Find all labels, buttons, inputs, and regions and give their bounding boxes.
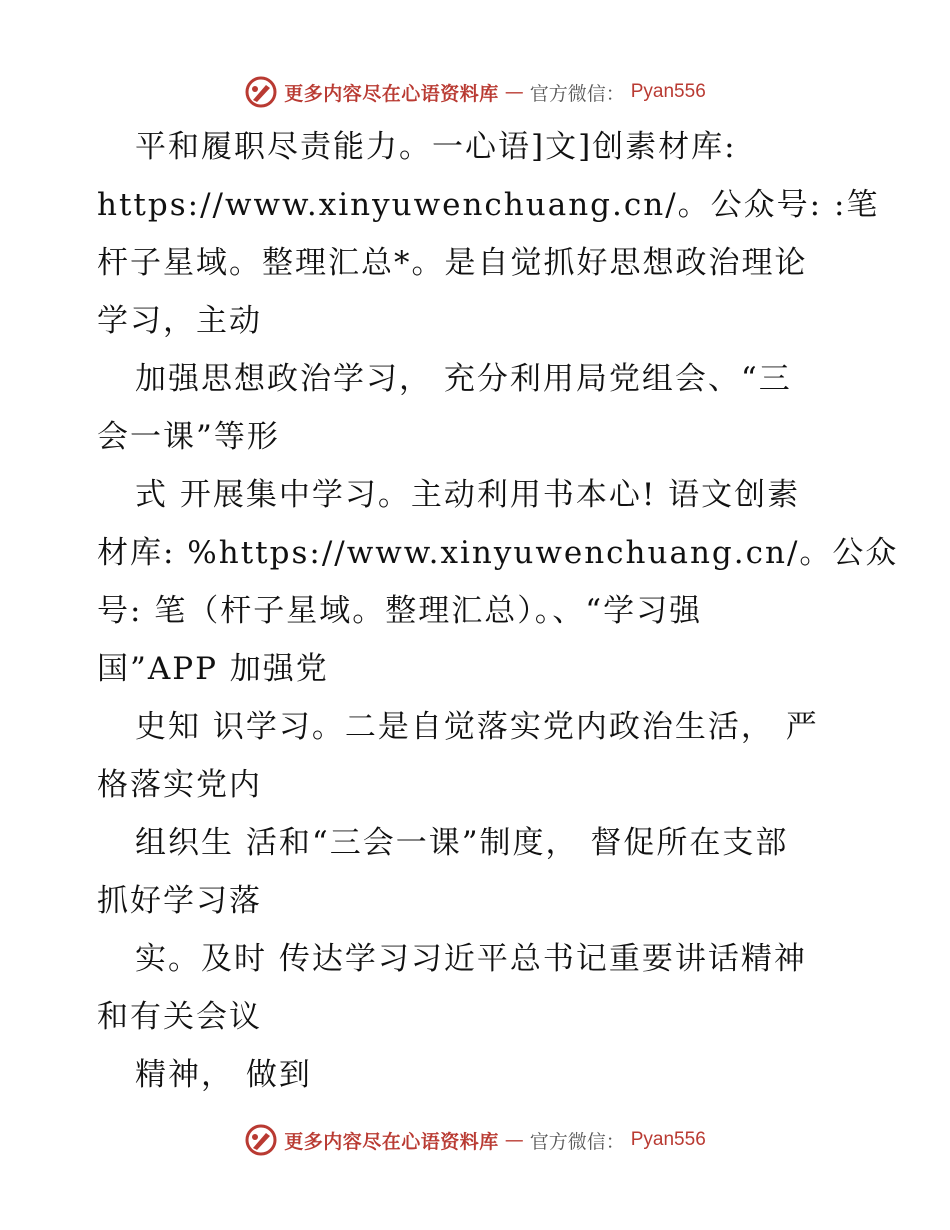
document-body (97, 118, 899, 1104)
pen-logo-icon (244, 1123, 278, 1157)
text-line: https://www.xinyuwenchuang.cn/。公众号: :笔 (97, 187, 880, 223)
text-line: 号: 笔（杆子星域。整理汇总）。、“学习强 (97, 593, 703, 629)
text-line: 平和履职尽责能力。一心语]文]创素材库: (135, 129, 737, 165)
pen-logo-icon (244, 75, 278, 109)
text-line: 会一课”等形 (97, 419, 280, 455)
text-line: 精神， 做到 (135, 1057, 312, 1093)
text-line: 学习，主动 (97, 303, 262, 339)
watermark-brand: 更多内容尽在心语资料库 (284, 1130, 499, 1153)
text-line: 抓好学习落 (97, 883, 262, 919)
watermark-account: Pyan556 (630, 81, 706, 102)
text-line: 和有关会议 (97, 999, 262, 1035)
watermark-label: 官方微信： (529, 1130, 625, 1153)
watermark-brand: 更多内容尽在心语资料库 (284, 82, 499, 105)
text-line: 杆子星域。整理汇总*。是自觉抓好思想政治理论 (97, 245, 808, 281)
text-line: 实。及时 传达学习习近平总书记重要讲话精神 (135, 941, 807, 977)
watermark-account: Pyan556 (630, 1129, 706, 1150)
watermark-dash: — (504, 81, 524, 103)
text-line: 格落实党内 (97, 767, 262, 803)
text-line: 材库: %https://www.xinyuwenchuang.cn/。公众 (97, 535, 899, 571)
footer-watermark (0, 1120, 950, 1160)
text-line: 加强思想政治学习， 充分利用局党组会、“三 (135, 361, 792, 397)
text-line: 史知 识学习。二是自觉落实党内政治生活， 严 (135, 709, 819, 745)
watermark-dash: — (504, 1129, 524, 1151)
text-line: 国”APP 加强党 (97, 651, 329, 687)
text-line: 式 开展集中学习。主动利用书本心! 语文创素 (135, 477, 801, 513)
text-line: 组织生 活和“三会一课”制度， 督促所在支部 (135, 825, 789, 861)
header-watermark (0, 72, 950, 112)
watermark-label: 官方微信： (529, 82, 625, 105)
